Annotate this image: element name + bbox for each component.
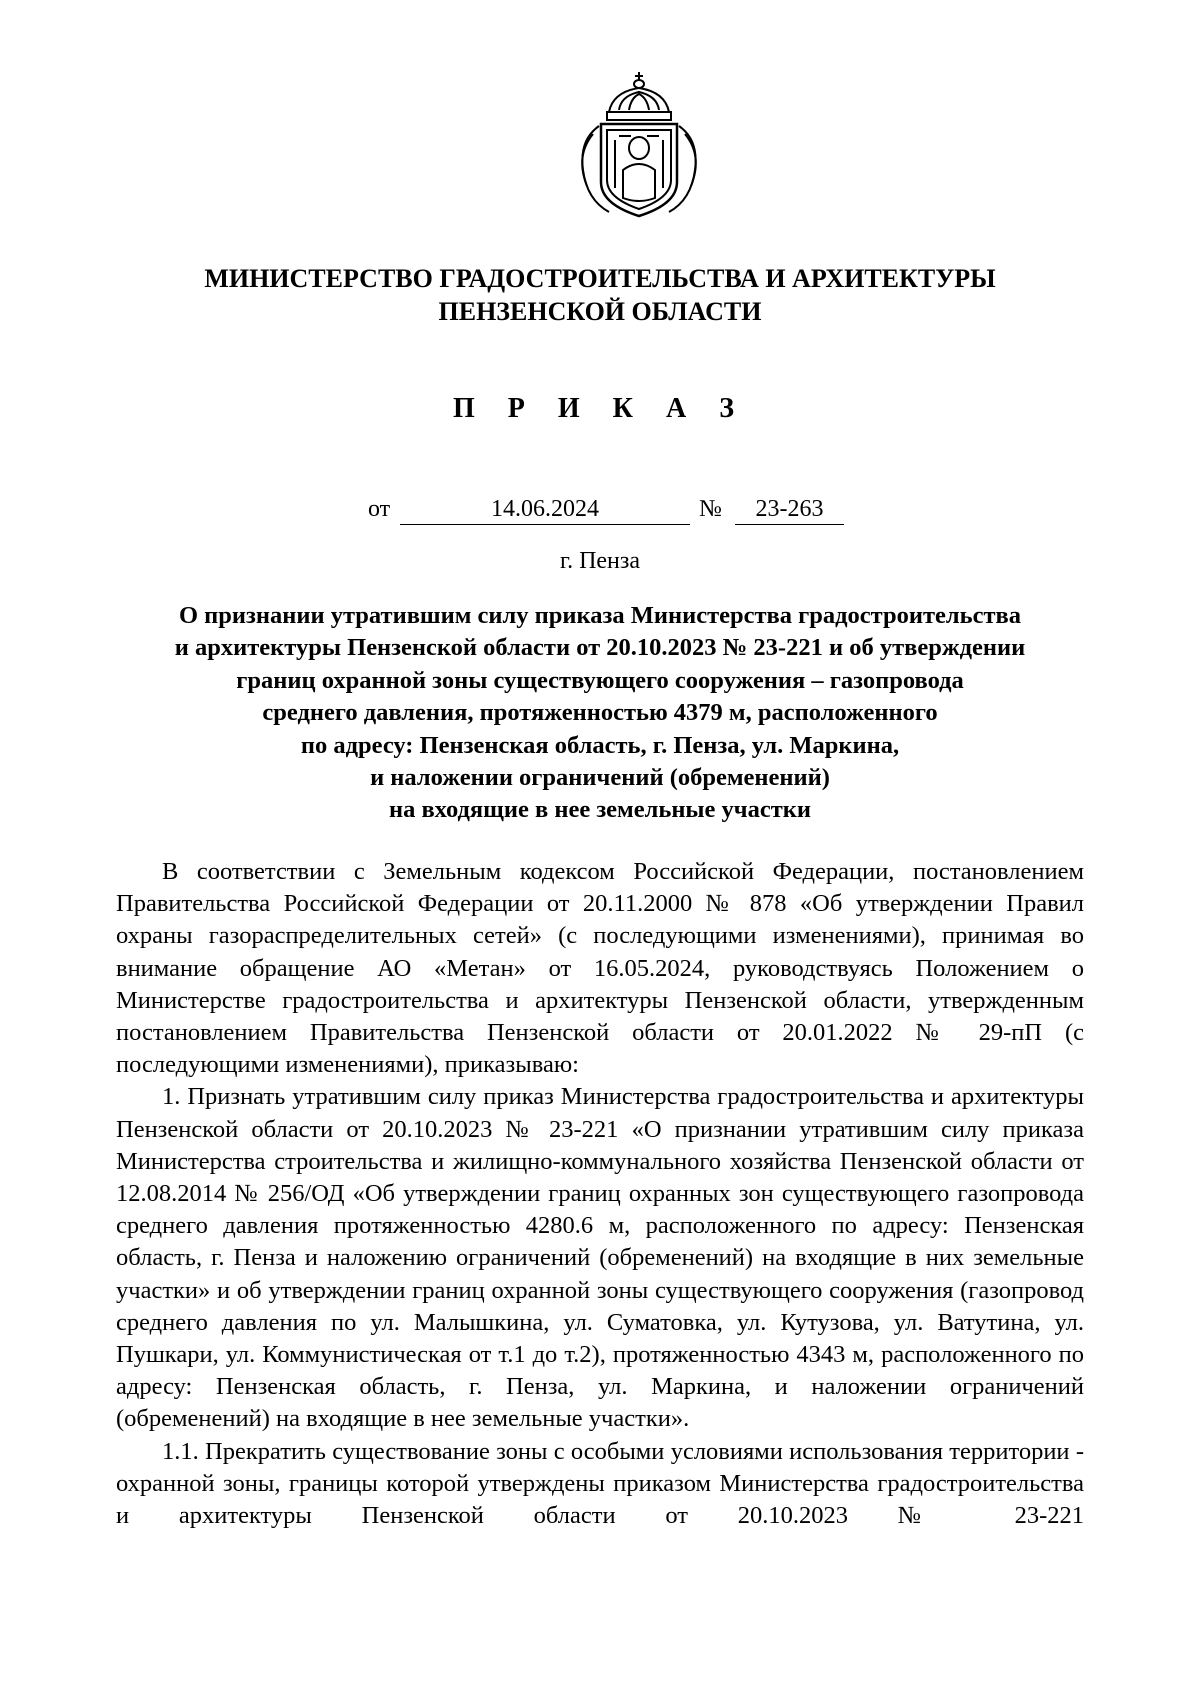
ministry-name-line2: ПЕНЗЕНСКОЙ ОБЛАСТИ [438, 297, 762, 326]
ministry-name-line1: МИНИСТЕРСТВО ГРАДОСТРОИТЕЛЬСТВА И АРХИТЕКТУРЫ [204, 264, 996, 293]
coat-of-arms-icon [569, 70, 709, 222]
subject-line: среднего давления, протяженностью 4379 м, расположенного [262, 699, 938, 727]
subject-line: и архитектуры Пензенской области от 20.10.2023 № 23-221 и об утверждении [174, 634, 1026, 662]
date-number-line [368, 494, 848, 528]
subject-line: и наложении ограничений (обременений) [370, 764, 830, 792]
body-paragraph-item-1: 1. Признать утратившим силу приказ Министерства градостроительства и архитектуры Пензенской области от 20.10.2023 № 23-221 «О признании утратившим силу приказа Министерства строительства и жилищно-коммунального хозяйства Пензенской области от 12.08.2014 № 256/ОД «Об утверждении границ охранных зон существующего газопровода среднего давления протяженностью 4280.6 м, расположенного по адресу: Пензенская область, г. Пенза и наложению ограничений (обременений) на входящие в них земельные участки» и об утверждении границ охранной зоны существующего сооружения (газопровод среднего давления по ул. Малышкина, ул. Суматовка, ул. Кутузова, ул. Ватутина, ул. Пушкари, ул. Коммунистическая от т.1 до т.2), протяженностью 4343 м, расположенного по адресу: Пензенская область, г. Пенза, ул. Маркина, и наложении ограничений (обременений) на входящие в нее земельные участки». [116, 1083, 1084, 1433]
subject-line: границ охранной зоны существующего сооружения – газопровода [236, 666, 964, 694]
body-paragraph-preamble: В соответствии с Земельным кодексом Российской Федерации, постановлением Правительства Российской Федерации от 20.11.2000 № 878 «Об утверждении Правил охраны газораспределительных сетей» (с последующими изменениями), принимая во внимание обращение АО «Метан» от 16.05.2024, руководствуясь Положением о Министерстве градостроительства и архитектуры Пензенской области, утвержденным постановлением Правительства Пензенской области от 20.01.2022 № 29-пП (с последующими изменениями), приказываю: [116, 858, 1084, 1079]
subject-line: О признании утратившим силу приказа Министерства градостроительства [179, 602, 1021, 629]
document-type-title: П Р И К А З [453, 393, 747, 424]
city: г. Пенза [559, 548, 641, 574]
order-subject [120, 600, 1080, 827]
date-prefix: от [368, 496, 391, 522]
subject-line: на входящие в нее земельные участки [388, 796, 812, 824]
order-body [116, 856, 1084, 1532]
subject-line: по адресу: Пензенская область, г. Пенза, ул. Маркина, [300, 731, 900, 759]
order-date: 14.06.2024 [400, 494, 690, 525]
body-paragraph-item-1-1: 1.1. Прекратить существование зоны с особыми условиями использования территории - охранной зоны, границы которой утверждены приказом Министерства градостроительства и архитектуры Пензенской области от 20.10.2023 № 23-221 [116, 1437, 1084, 1530]
number-prefix: № [699, 496, 722, 522]
order-number: 23-263 [735, 494, 844, 525]
